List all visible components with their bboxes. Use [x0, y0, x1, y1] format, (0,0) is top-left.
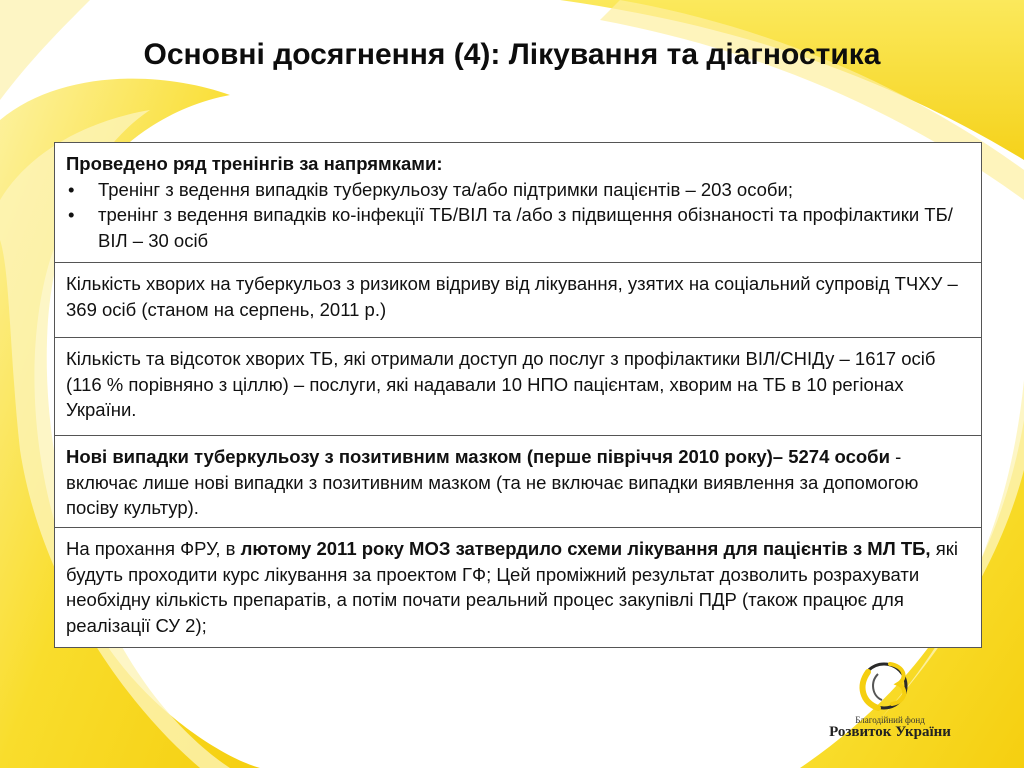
bullet-list — [66, 177, 971, 254]
row-text-pre: На прохання ФРУ, в — [66, 538, 241, 559]
table-row-new-cases — [55, 436, 981, 528]
list-item-text: тренінг з ведення випадків ко-інфекції ТБ/ВІЛ та /або з підвищення обізнаності та профілактики ТБ/ВІЛ – 30 осіб — [98, 204, 953, 251]
table-row-social-support — [55, 263, 981, 338]
row-text-rest: - включає лише нові випадки з позитивним мазком (та не включає випадки виявлення за допомогою посіву культур). — [66, 446, 919, 518]
table-row-treatment-schemes — [55, 528, 981, 647]
achievements-table — [54, 142, 982, 648]
row-text-rest: які будуть проходити курс лікування за проектом ГФ; Цей проміжний результат дозволить розрахувати необхідну кількість препаратів, а потім почати реальний процес закупівлі ПДР (також працює для реалізації СУ 2); — [66, 538, 958, 636]
table-row-trainings — [55, 143, 981, 263]
row-text-bold: Нові випадки туберкульозу з позитивним мазком (перше півріччя 2010 року)– 5274 особи — [66, 446, 890, 467]
bullet-glyph: • — [68, 204, 75, 225]
list-item — [66, 202, 971, 253]
logo-caption-name: Розвиток України — [829, 724, 951, 740]
row-text: Кількість та відсоток хворих ТБ, які отримали доступ до послуг з профілактики ВІЛ/СНІДу – 1617 осіб (116 % порівняно з ціллю) – послуги, які надавали 10 НПО пацієнтам, хворим на ТБ в 10 регіонах України. — [66, 348, 936, 420]
table-row-hiv-access — [55, 338, 981, 436]
list-item-text: Тренінг з ведення випадків туберкульозу та/або підтримки пацієнтів – 203 особи; — [98, 178, 794, 200]
page-title: Основні досягнення (4): Лікування та діагностика — [143, 38, 881, 71]
row-text: Кількість хворих на туберкульоз з ризиком відриву від лікування, узятих на соціальний супровід ТЧХУ – 369 осіб (станом на серпень, 2011 р.) — [66, 273, 958, 320]
list-item — [66, 177, 971, 203]
row-heading: Проведено ряд тренінгів за напрямками: — [66, 153, 443, 174]
logo-caption-small: Благодійний фонд — [855, 715, 925, 725]
row-text-bold: лютому 2011 року МОЗ затвердило схеми лікування для пацієнтів з МЛ ТБ, — [240, 538, 931, 559]
bullet-glyph: • — [68, 178, 75, 200]
